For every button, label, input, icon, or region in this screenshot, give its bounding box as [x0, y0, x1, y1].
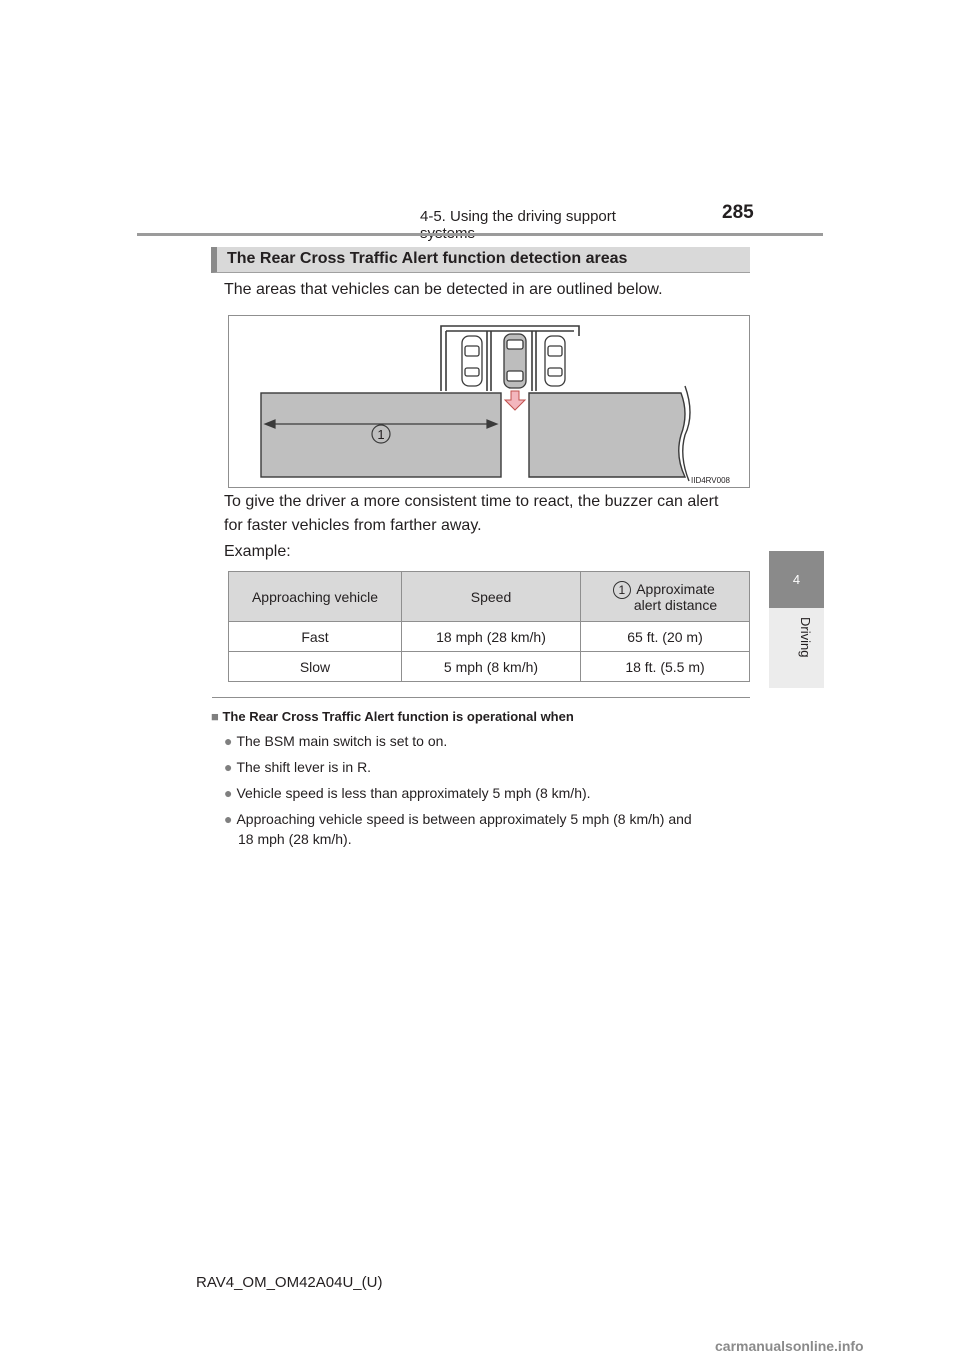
reversing-car [504, 334, 526, 388]
header-alert-distance [581, 572, 750, 622]
list-item-text: Approaching vehicle speed is between approximately 5 mph (8 km/h) and [236, 811, 692, 827]
site-watermark: carmanualsonline.info [715, 1338, 864, 1354]
list-item [224, 783, 750, 803]
chapter-tab-label: Driving [798, 617, 813, 658]
table-row [229, 652, 750, 682]
intro-text: The areas that vehicles can be detected in are outlined below. [224, 281, 663, 298]
figure-code: IID4RV008 [691, 476, 730, 485]
header-alert-line-2: alert distance [633, 596, 718, 613]
conditions-divider [212, 697, 750, 698]
reverse-direction-arrow [505, 391, 525, 410]
header-callout: 1 [613, 581, 631, 599]
bullet-icon: ● [224, 785, 233, 801]
list-item [224, 809, 750, 829]
list-item [224, 731, 750, 751]
table-header-row [229, 572, 750, 622]
header-approaching-vehicle: Approaching vehicle [229, 572, 402, 622]
cell-distance: 65 ft. (20 m) [581, 622, 750, 652]
list-item [224, 757, 750, 777]
bullet-icon: ● [224, 759, 233, 775]
header-alert-line-1: Approximate [636, 580, 715, 597]
section-title: The Rear Cross Traffic Alert function detection areas [227, 250, 628, 267]
header-section-title: 4-5. Using the driving support [420, 208, 616, 225]
alert-distance-table [228, 571, 750, 682]
section-heading [211, 247, 750, 273]
body-paragraph-line-2: for faster vehicles from farther away. [224, 517, 482, 534]
figure-callout-label: 1 [377, 427, 385, 442]
cell-speed: 18 mph (28 km/h) [402, 622, 581, 652]
header-divider [137, 233, 823, 236]
table-row [229, 622, 750, 652]
document-code-footer: RAV4_OM_OM42A04U_(U) [196, 1274, 383, 1291]
cell-distance: 18 ft. (5.5 m) [581, 652, 750, 682]
bullet-icon: ● [224, 811, 233, 827]
list-item-text: The shift lever is in R. [236, 759, 372, 775]
example-label: Example: [224, 543, 291, 560]
cell-vehicle: Fast [229, 622, 402, 652]
conditions-heading-text: The Rear Cross Traffic Alert function is operational when [222, 709, 574, 724]
page-number: 285 [722, 202, 754, 223]
list-item-text: The BSM main switch is set to on. [236, 733, 448, 749]
list-item-text: Vehicle speed is less than approximately 5 mph (8 km/h). [236, 785, 591, 801]
parked-car-left [462, 336, 482, 386]
body-paragraph-line-1: To give the driver a more consistent time to react, the buzzer can alert [224, 493, 719, 510]
bullet-icon: ● [224, 733, 233, 749]
header-speed: Speed [402, 572, 581, 622]
list-item-continuation: 18 mph (28 km/h). [238, 831, 352, 847]
detection-area-figure [228, 315, 750, 488]
chapter-tab-number: 4 [792, 572, 801, 587]
cell-vehicle: Slow [229, 652, 402, 682]
parked-car-right [545, 336, 565, 386]
cell-speed: 5 mph (8 km/h) [402, 652, 581, 682]
conditions-heading [211, 709, 574, 724]
detection-area-diagram [229, 316, 749, 487]
square-marker-icon: ■ [211, 709, 219, 724]
header-alert-distance-text [634, 581, 717, 613]
detection-area-right [529, 393, 685, 477]
